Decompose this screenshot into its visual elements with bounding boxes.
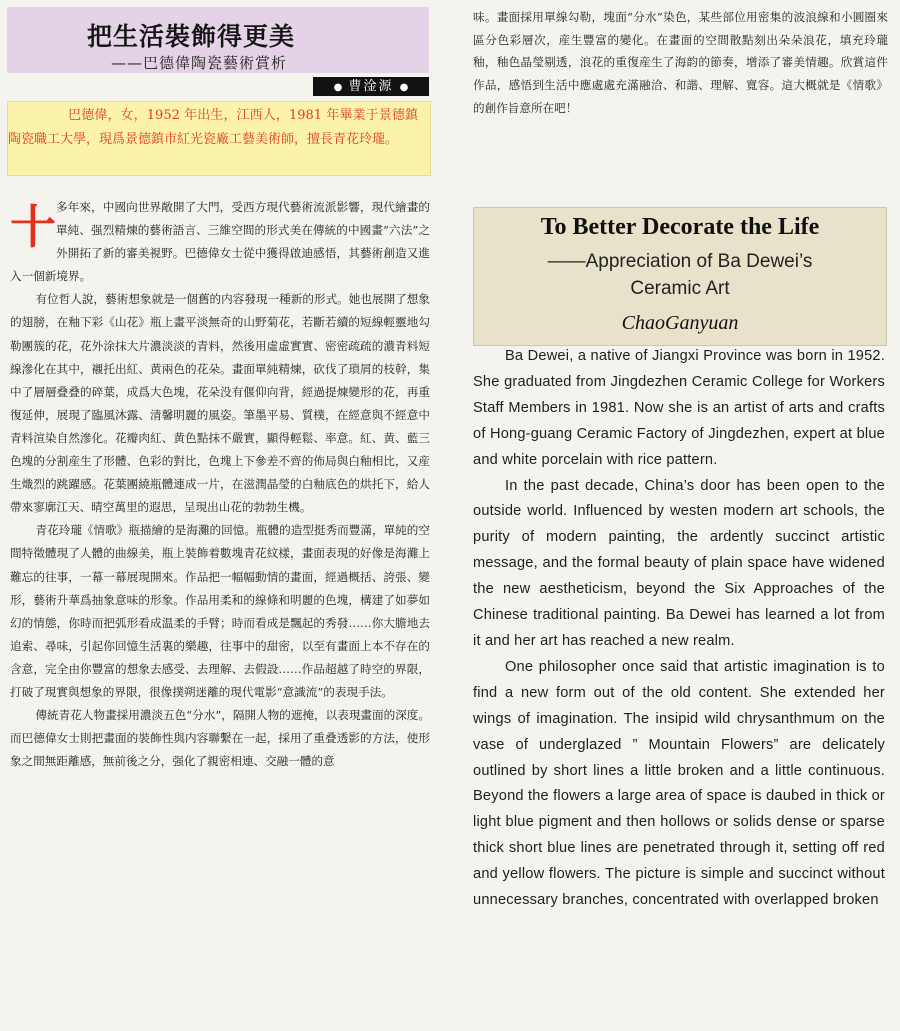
english-subtitle bbox=[474, 248, 886, 302]
chinese-paragraph: 味。畫面採用單線勾勒，塊面“分水”染色，某些部位用密集的波浪線和小圓圈來區分色彩層次，産生豐富的變化。在畫面的空間散點刻出朵朵浪花，填充玲瓏釉，釉色晶瑩剔透，浪花的重復産生了海韵的節奏，增添了審美情趣。欣賞這件作品，感悟到生活中應處處充滿融洽、和諧、理解、寬容。這大概就是《情歌》的創作旨意所在吧！ bbox=[473, 10, 888, 115]
english-body bbox=[473, 344, 885, 914]
author-bio-text: 巴德偉，女，1952 年出生，江西人，1981 年畢業于景德鎮陶瓷職工大學，現爲景德鎮市紅光瓷廠工藝美術師，擅長青花玲瓏。 bbox=[8, 108, 418, 147]
bullet-icon: ● bbox=[399, 82, 409, 93]
english-paragraph: One philosopher once said that artistic imagination is to find a new form out of the old content. She extended her wings of imagination. The insipid wild chrysanthmum on the vase of underglazed ” Mountain Flowers” are delicately outlined by short lines a little broken and a little continuous. Beyond the flowers a large area of space is daubed in thick or light blue pigment and then hollows or solids dense or sparse thick short blue lines are penetrated through it, setting off red and yellow flowers. The picture is simple and succinct without unnecessary branches, concentrated with overlapped broken bbox=[473, 658, 885, 909]
chinese-paragraph: 青花玲瓏《情歌》瓶描繪的是海灘的回憶。瓶體的造型挺秀而豐滿，單純的空間特徵體現了人體的曲線美，瓶上裝飾着數塊青花紋樣，畫面表現的好像是海灘上難忘的往事，一幕一幕展現開來。作品把一幅幅動情的畫面，經過概括、誇張、變形，藝術升華爲抽象意味的形象。作品用柔和的線條和明麗的色塊，構建了如夢如幻的情態，你時而把弧形看成温柔的手臂；時而看成是飄起的秀發……你大膽地去追索、尋味，引起你回憶生活裏的樂趣，往事中的甜密，以至有畫面上本不存在的含意，完全由你豐富的想象去感受、去理解、去假設……作品超越了時空的界限，打破了現實與想象的界限，很像撲朔迷離的現代電影“意識流”的表現手法。 bbox=[10, 523, 430, 699]
drop-cap: 十 bbox=[10, 200, 56, 254]
author-bio-box bbox=[7, 101, 431, 176]
author-bio bbox=[8, 104, 418, 152]
english-title: To Better Decorate the Life bbox=[540, 214, 820, 240]
paragraph-text: 多年來，中國向世界敞開了大門，受西方現代藝術流派影響，現代繪畫的單純、强烈精煉的藝術語言、三維空間的形式美在傳統的中國畫“六法”之外開拓了新的審美視野。巴德偉女士從中獲得啟迪感悟，其藝術創造又進入一個新境界。 bbox=[10, 200, 430, 284]
chinese-author: 曹淦源 bbox=[348, 79, 394, 94]
english-paragraph: In the past decade, China’s door has been open to the outside world. Influenced by westen modern art schools, the purity of modern painting, the ardently succinct artistic message, and the formal beauty of plain space have widened the new aestheticism, beyond the Six Approaches of the Chinese traditional painting. Ba Dewei has learned a lot from it and her art has reached a new realm. bbox=[473, 477, 885, 649]
english-title-box bbox=[473, 207, 887, 346]
chinese-title-banner bbox=[7, 7, 429, 73]
chinese-author-tag bbox=[313, 77, 429, 96]
chinese-title: 把生活裝飾得更美 bbox=[87, 22, 296, 51]
chinese-subtitle: ——巴德偉陶瓷藝術賞析 bbox=[111, 54, 288, 72]
chinese-paragraph bbox=[10, 196, 430, 288]
english-subtitle-line: ——Appreciation of Ba Dewei’s bbox=[547, 251, 813, 272]
bullet-icon: ● bbox=[333, 82, 343, 93]
english-author: ChaoGanyuan bbox=[621, 312, 739, 334]
chinese-continuation bbox=[473, 6, 888, 120]
chinese-body bbox=[10, 196, 430, 773]
english-subtitle-line: Ceramic Art bbox=[630, 278, 730, 299]
english-paragraph: Ba Dewei, a native of Jiangxi Province was born in 1952. She graduated from Jingdezhen Ceramic College for Workers Staff Members in 1981. Now she is an artist of arts and crafts of Hong-guang Ceramic Factory of Jingdezhen, expert at blue and white porcelain with rice pattern. bbox=[473, 348, 885, 468]
chinese-paragraph: 有位哲人說，藝術想象就是一個舊的内容發現一種新的形式。她也展開了想象的翅膀，在釉下彩《山花》瓶上畫平淡無奇的山野菊花，若斷若續的短線輕靈地勾勒團簇的花，花外涂抹大片濃淡淡的青料，然後用虛虛實實、密密疏疏的濃青料短線滲化在其中，襯托出紅、黄兩色的花朵。畫面單純精煉，砍伐了瑣屑的枝幹，集中了層層叠叠的碎葉，成爲大色塊，花朵没有偃仰向背，經過提煉變形的花，再重復延伸，展現了臨風沐露、清馨明麗的風姿。筆墨平易、質樸，在經意與不經意中青料渲染自然滲化。花瓣肉紅、黄色點抹不嚴實，顯得輕鬆、率意。紅、黄、藍三色塊的分割産生了形體、色彩的對比，色塊上下參差不齊的佈局與白釉相比，又産生熾烈的跳躍感。花葉團繞瓶體連成一片，在滋潤晶瑩的白釉底色的烘托下，給人帶來寥廓江天、晴空萬里的遐思，呈現出山花的勃勃生機。 bbox=[10, 292, 430, 515]
chinese-paragraph: 傳統青花人物畫採用濃淡五色“分水”，隔開人物的遮掩，以表現畫面的深度。而巴德偉女士則把畫面的裝飾性與内容聯繫在一起，採用了重叠透影的方法，使形象之間無距離感，無前後之分，强化了親密相連、交融一體的意 bbox=[10, 708, 430, 769]
